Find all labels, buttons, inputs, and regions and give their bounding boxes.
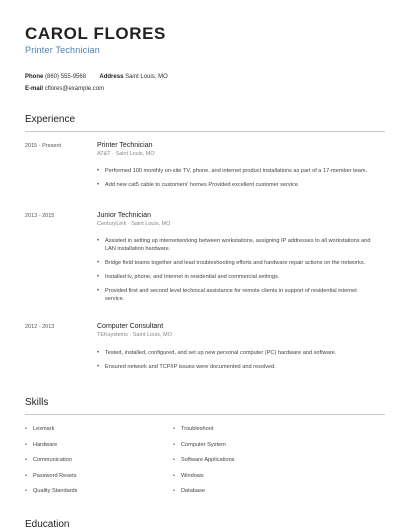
list-item: • Provided first and second level technical assistance for remote clients in support of residential internet service. bbox=[97, 288, 357, 302]
job-role: Computer Consultant bbox=[97, 323, 164, 330]
skill-item: • Software Applications bbox=[173, 457, 235, 463]
bullet-icon: • bbox=[97, 168, 100, 174]
address-label: Address bbox=[99, 74, 124, 80]
job-company: TEKsystems · Saint Louis, MO bbox=[97, 332, 172, 338]
bullet-icon: • bbox=[97, 238, 100, 244]
bullet-icon: • bbox=[173, 426, 175, 432]
list-item: • Tested, installed, configured, and set up new personal computer (PC) hardware and software. bbox=[97, 350, 337, 356]
skill-item: • Computer System bbox=[173, 441, 226, 448]
bullet-icon: • bbox=[25, 457, 27, 463]
skill-item: • Password Resets bbox=[25, 472, 77, 479]
candidate-name: CAROL FLORES bbox=[25, 24, 167, 43]
contact-line-email bbox=[25, 86, 104, 92]
job-bullets bbox=[97, 349, 375, 377]
list-item: • Add new cat5 cable to customers' homes Provided excellent customer service. bbox=[97, 182, 300, 188]
phone-label: Phone bbox=[25, 74, 44, 80]
bullet-icon: • bbox=[97, 182, 100, 188]
job-date: 2015 - Present bbox=[25, 143, 62, 149]
section-divider bbox=[25, 131, 385, 132]
list-item: • Installed tv, phone, and Internet in residential and commercial settings. bbox=[97, 274, 280, 280]
skill-item: • Quality Standards bbox=[25, 488, 78, 494]
bullet-icon: • bbox=[173, 472, 175, 479]
job-date: 2013 - 2015 bbox=[25, 213, 55, 219]
email-value[interactable]: cflores@example.com bbox=[44, 86, 105, 92]
bullet-icon: • bbox=[97, 288, 100, 294]
skill-item: • Lexmark bbox=[25, 426, 55, 432]
bullet-icon: • bbox=[173, 488, 175, 494]
list-item: • Assisted in setting up internetworking between workstations, assigning IP addresses to all workstations and LAN installation hardware. bbox=[97, 238, 371, 252]
bullet-icon: • bbox=[97, 274, 100, 280]
phone-value: (860) 555-9568 bbox=[45, 74, 87, 80]
skill-item: • Windows bbox=[173, 472, 204, 479]
skill-item: • Communication bbox=[25, 457, 72, 463]
skill-item: • Troubleshoot bbox=[173, 426, 214, 432]
list-item: • Bridge field teams together and lead troubleshooting efforts and hardware repair actions on the networks. bbox=[97, 260, 366, 266]
section-title-education: Education bbox=[25, 519, 70, 530]
section-title-experience: Experience bbox=[25, 114, 76, 125]
bullet-icon: • bbox=[97, 350, 100, 356]
contact-line-phone-address bbox=[25, 74, 168, 80]
section-title-skills: Skills bbox=[25, 397, 49, 408]
job-role: Junior Technician bbox=[97, 212, 151, 219]
bullet-icon: • bbox=[97, 260, 100, 266]
list-item: • Performed 100 monthly on-site TV, phone, and internet product installations as part of a 17-member team. bbox=[97, 168, 368, 174]
skill-item: • Database bbox=[173, 488, 205, 494]
job-bullets bbox=[97, 237, 375, 309]
bullet-icon: • bbox=[97, 364, 100, 370]
bullet-icon: • bbox=[173, 457, 175, 463]
address-value: Saint Louis, MO bbox=[125, 74, 168, 80]
skill-item: • Hardware bbox=[25, 441, 58, 448]
job-company: AT&T · Saint Louis, MO bbox=[97, 151, 155, 157]
email-label: E-mail bbox=[25, 86, 44, 92]
candidate-title: Printer Technician bbox=[25, 45, 100, 55]
bullet-icon: • bbox=[25, 488, 27, 494]
job-company: CenturyLink · Saint Louis, MO bbox=[97, 221, 171, 227]
list-item: • Ensured network and TCP/IP issues were documented and resolved. bbox=[97, 364, 276, 370]
job-role: Printer Technician bbox=[97, 142, 153, 149]
job-bullets bbox=[97, 167, 375, 195]
section-divider bbox=[25, 414, 385, 415]
bullet-icon: • bbox=[173, 441, 175, 448]
bullet-icon: • bbox=[25, 426, 27, 432]
bullet-icon: • bbox=[25, 441, 27, 448]
job-date: 2012 - 2013 bbox=[25, 324, 55, 330]
bullet-icon: • bbox=[25, 472, 27, 479]
